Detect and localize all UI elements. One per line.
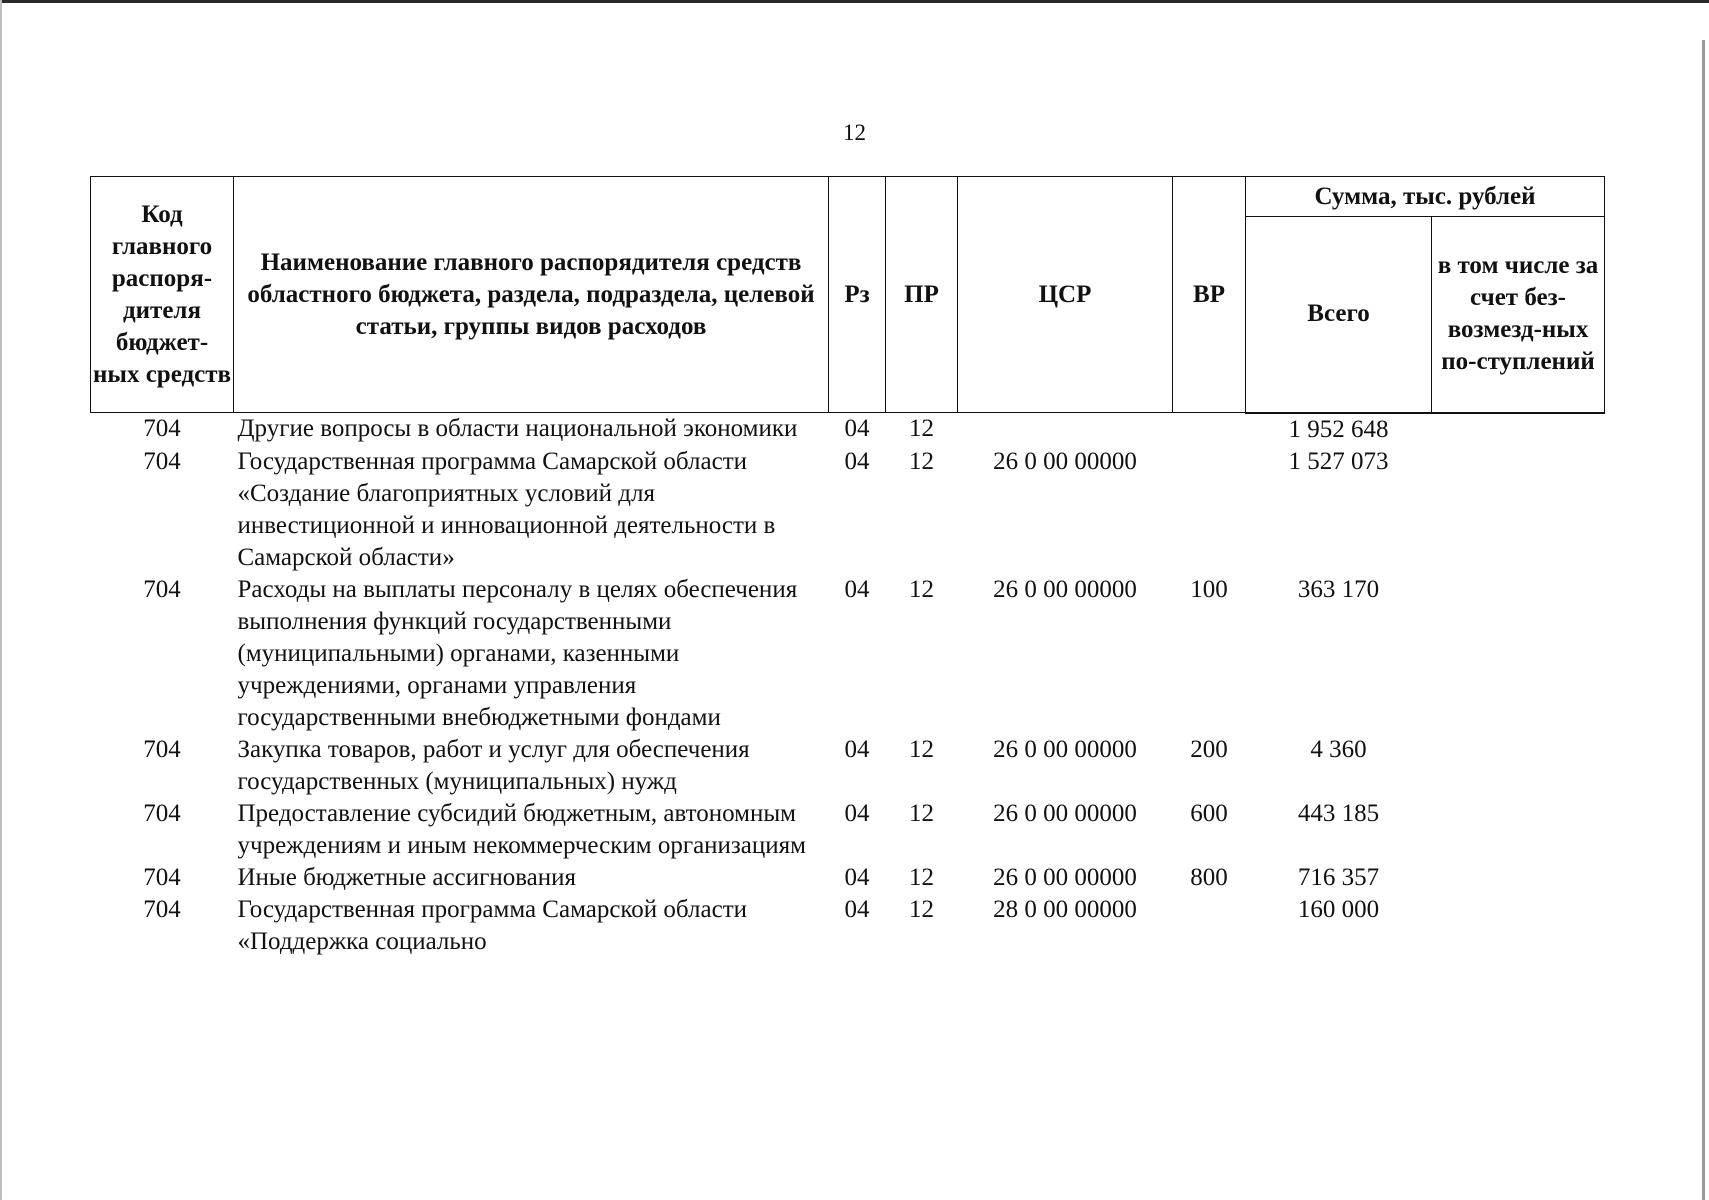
vr-cell [1173,894,1246,958]
header-rz: Рз [829,177,886,413]
rz-cell: 04 [844,799,870,827]
csr-cell: 26 0 00 00000 [993,799,1137,827]
csr-cell: 26 0 00 00000 [993,447,1137,475]
name-cell: Государственная программа Самарской области «Создание благоприятных условий для инвестиционной и инновационной деятельности в Самарской области» [237,447,776,571]
header-sum: Сумма, тыс. рублей [1246,177,1605,217]
name-cell: Иные бюджетные ассигнования [237,863,577,891]
vr-cell: 800 [1190,863,1228,891]
table-body [91,413,1605,958]
rz-cell: 04 [844,863,870,891]
name-cell: Предоставление субсидий бюджетным, автономным учреждениям и иным некоммерческим организациям [237,799,806,859]
table-row [91,734,1605,798]
rz-cell: 04 [844,575,870,603]
total-cell: 1 952 648 [1288,415,1389,443]
total-cell: 4 360 [1310,735,1367,763]
vr-cell: 600 [1190,799,1228,827]
code-cell: 704 [143,895,181,923]
total-cell: 1 527 073 [1288,447,1389,475]
name-cell: Другие вопросы в области национальной экономики [237,415,798,442]
csr-cell: 28 0 00 00000 [993,895,1137,923]
pr-cell: 12 [909,895,934,923]
vr-cell [1173,413,1246,446]
table-row [91,413,1605,446]
page-number: 12 [843,120,866,145]
free-cell [1432,894,1605,958]
vr-cell: 200 [1190,735,1228,763]
free-cell [1432,446,1605,574]
vr-cell: 100 [1190,575,1228,603]
scan-edge-right [1702,40,1705,1200]
total-cell: 160 000 [1297,895,1380,923]
pr-cell: 12 [909,735,934,763]
header-free: в том числе за счет без-возмезд-ных по-ступлений [1432,217,1605,413]
header-vr: ВР [1173,177,1246,413]
code-cell: 704 [143,863,181,891]
table-header [91,177,1605,413]
name-cell: Расходы на выплаты персоналу в целях обеспечения выполнения функций государственными (муниципальными) органами, казенными учреждениями, органами управления государственными внебюджетными фондами [237,575,798,731]
total-cell: 716 357 [1297,863,1380,891]
scan-edge-left [0,0,2,1200]
code-cell: 704 [143,415,181,442]
table-row [91,798,1605,862]
scan-edge-top [0,0,1709,3]
vr-cell [1173,446,1246,574]
header-code: Код главного распоря-дителя бюджет-ных средств [91,177,234,413]
pr-cell: 12 [909,575,934,603]
rz-cell: 04 [844,895,870,923]
code-cell: 704 [143,447,181,475]
budget-table [90,176,1605,958]
table-row [91,574,1605,734]
table-row [91,862,1605,894]
header-csr: ЦСР [958,177,1173,413]
header-name: Наименование главного распорядителя средств областного бюджета, раздела, подраздела, целевой статьи, группы видов расходов [234,177,829,413]
rz-cell: 04 [844,447,870,475]
total-cell: 443 185 [1297,799,1380,827]
pr-cell: 12 [909,415,934,442]
pr-cell: 12 [909,863,934,891]
header-pr: ПР [886,177,958,413]
name-cell: Закупка товаров, работ и услуг для обеспечения государственных (муниципальных) нужд [237,735,750,795]
free-cell [1432,862,1605,894]
table-row [91,894,1605,958]
rz-cell: 04 [844,415,870,442]
free-cell [1432,734,1605,798]
pr-cell: 12 [909,447,934,475]
code-cell: 704 [143,799,181,827]
csr-cell: 26 0 00 00000 [993,575,1137,603]
header-total: Всего [1246,217,1432,413]
header-row-top [91,177,1605,217]
csr-cell: 26 0 00 00000 [993,863,1137,891]
total-cell: 363 170 [1297,575,1380,603]
name-cell: Государственная программа Самарской области «Поддержка социально [237,895,747,955]
free-cell [1432,798,1605,862]
code-cell: 704 [143,735,181,763]
csr-cell: 26 0 00 00000 [993,735,1137,763]
free-cell [1432,413,1605,446]
free-cell [1432,574,1605,734]
code-cell: 704 [143,575,181,603]
table-row [91,446,1605,574]
pr-cell: 12 [909,799,934,827]
csr-cell [958,413,1173,446]
rz-cell: 04 [844,735,870,763]
